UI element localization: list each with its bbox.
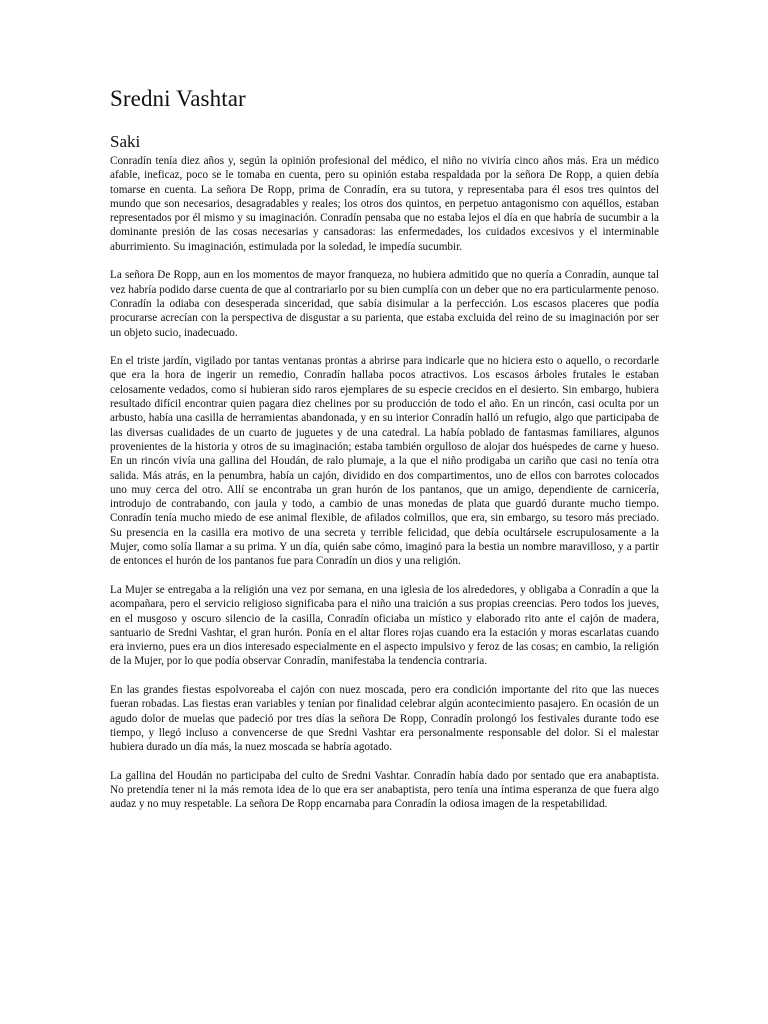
document-page (110, 84, 659, 826)
paragraph-1: Conradín tenía diez años y, según la opinión profesional del médico, el niño no viviría cinco años más. Era un médico afable, ineficaz, poco se le tomaba en cuenta, pero su opinión estaba respaldada por la señora De Ropp, a quien debía tomarse en cuenta. La señora De Ropp, prima de Conradín, era su tutora, y representaba para él esos tres quintos del mundo que son necesarios, desagradables y reales; los otros dos quintos, en perpetuo antagonismo con aquéllos, estaban representados por él mismo y su imaginación. Conradín pensaba que no estaba lejos el día en que habría de sucumbir a la dominante presión de las cosas necesarias y cansadoras: las enfermedades, los cuidados excesivos y el interminable aburrimiento. Su imaginación, estimulada por la soledad, le impedía sucumbir. (110, 155, 659, 253)
paragraph-4: La Mujer se entregaba a la religión una vez por semana, en una iglesia de los alrededores, y obligaba a Conradín a que la acompañara, pero el servicio religioso significaba para el niño una traición a sus propias creencias. Pero todos los jueves, en el musgoso y oscuro silencio de la casilla, Conradín oficiaba un místico y elaborado rito ante el cajón de madera, santuario de Sredni Vashtar, el gran hurón. Ponía en el altar flores rojas cuando era la estación y moras escarlatas cuando era invierno, pues era un dios interesado especialmente en el aspecto impulsivo y feroz de las cosas; en cambio, la religión de la Mujer, por lo que podía observar Conradín, manifestaba la tendencia contraria. (110, 583, 659, 668)
paragraph-2: La señora De Ropp, aun en los momentos de mayor franqueza, no hubiera admitido que no quería a Conradín, aunque tal vez habría podido darse cuenta de que al contrariarlo por su bien cumplía con un deber que no era particularmente penoso. Conradín la odiaba con desesperada sinceridad, que sabía disimular a la perfección. Los escasos placeres que podía procurarse acrecían con la perspectiva de disgustar a su parienta, que estaba excluida del reino de su imaginación por ser un objeto sucio, inadecuado. (110, 269, 659, 339)
story-author: Saki (110, 132, 141, 151)
paragraph-3: En el triste jardín, vigilado por tantas ventanas prontas a abrirse para indicarle que no hiciera esto o aquello, o recordarle que era la hora de ingerir un remedio, Conradín hallaba pocos atractivos. Los escasos árboles frutales le estaban celosamente vedados, como si hubieran sido raros ejemplares de su especie crecidos en el desierto. Sin embargo, hubiera resultado difícil encontrar quien pagara diez chelines por su producción de todo el año. En un rincón, casi oculta por un arbusto, había una casilla de herramientas abandonada, y en su interior Conradín halló un refugio, algo que participaba de las diversas cualidades de un cuarto de juguetes y de una catedral. La había poblado de fantasmas familiares, algunos provenientes de la historia y otros de su imaginación; estaba también orgulloso de alojar dos huéspedes de carne y hueso. En un rincón vivía una gallina del Houdán, de ralo plumaje, a la que el niño prodigaba un cariño que casi no tenía otra salida. Más atrás, en la penumbra, había un cajón, dividido en dos compartimentos, uno de ellos con barrotes colocados uno muy cerca del otro. Allí se encontraba un gran hurón de los pantanos, que un amigo, dependiente de carnicería, introdujo de contrabando, con jaula y todo, a cambio de unas monedas de plata que guardó durante mucho tiempo. Conradín tenía mucho miedo de ese animal flexible, de afilados colmillos, que era, sin embargo, su tesoro más preciado. Su presencia en la casilla era motivo de una secreta y terrible felicidad, que debía ocultársele escrupulosamente a la Mujer, como solía llamar a su prima. Y un día, quién sabe cómo, imaginó para la bestia un nombre maravilloso, y a partir de entonces el hurón de los pantanos fue para Conradín un dios y una religión. (110, 355, 659, 568)
paragraph-6: La gallina del Houdán no participaba del culto de Sredni Vashtar. Conradín había dado por sentado que era anabaptista. No pretendía tener ni la más remota idea de lo que era ser anabaptista, pero tenía una íntima esperanza de que fuera algo audaz y no muy respetable. La señora De Ropp encarnaba para Conradín la odiosa imagen de la respetabilidad. (110, 769, 659, 811)
paragraph-5: En las grandes fiestas espolvoreaba el cajón con nuez moscada, pero era condición importante del rito que las nueces fueran robadas. Las fiestas eran variables y tenían por finalidad celebrar algún acontecimiento pasajero. En ocasión de un agudo dolor de muelas que padeció por tres días la señora De Ropp, Conradín prolongó los festivales durante todo ese tiempo, y llegó incluso a convencerse de que Sredni Vashtar era personalmente responsable del dolor. Si el malestar hubiera durado un día más, la nuez moscada se habría agotado. (110, 683, 659, 754)
story-title: Sredni Vashtar (110, 86, 246, 111)
